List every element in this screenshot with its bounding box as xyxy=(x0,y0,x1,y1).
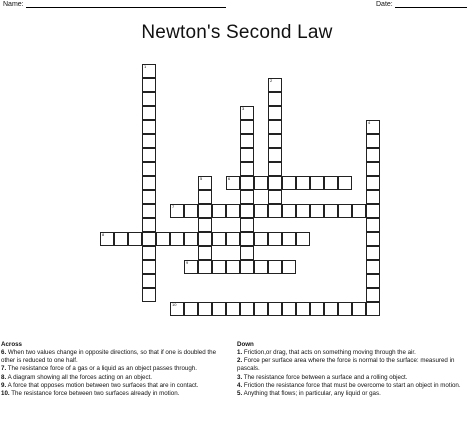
crossword-cell[interactable] xyxy=(282,204,296,218)
crossword-cell[interactable] xyxy=(142,106,156,120)
down-clue xyxy=(237,349,473,357)
crossword-cell[interactable] xyxy=(268,302,282,316)
crossword-cell[interactable] xyxy=(240,302,254,316)
clue-text: The resistance force between two surfaces already in motion. xyxy=(11,389,180,397)
crossword-cell[interactable] xyxy=(226,232,240,246)
crossword-cell[interactable] xyxy=(142,92,156,106)
crossword-cell[interactable] xyxy=(212,204,226,218)
clue-number-label: 2 xyxy=(270,78,273,83)
crossword-cell[interactable] xyxy=(198,218,212,232)
clue-text: Anything that flows; in particular, any liquid or gas. xyxy=(243,389,381,397)
clue-text: Force per surface area where the force is normal to the surface: measured in pascals. xyxy=(237,357,455,373)
clue-number-label: 4 xyxy=(368,120,371,125)
crossword-cell[interactable] xyxy=(366,260,380,274)
crossword-cell[interactable] xyxy=(226,302,240,316)
crossword-cell[interactable] xyxy=(198,246,212,260)
crossword-cell[interactable] xyxy=(366,288,380,302)
date-label: Date: xyxy=(376,1,393,8)
clue-number-label: 6 xyxy=(228,176,231,181)
crossword-cell[interactable] xyxy=(296,232,310,246)
down-heading: Down xyxy=(237,341,254,348)
clue-number: 1. xyxy=(237,349,243,357)
clue-number-label: 5 xyxy=(200,176,203,181)
crossword-cell[interactable] xyxy=(212,302,226,316)
crossword-cell[interactable] xyxy=(254,260,268,274)
crossword-cell[interactable] xyxy=(352,302,366,316)
clue-number: 2. xyxy=(237,357,243,365)
crossword-cell[interactable] xyxy=(212,260,226,274)
crossword-cell[interactable] xyxy=(268,134,282,148)
crossword-cell[interactable] xyxy=(170,232,184,246)
crossword-cell[interactable] xyxy=(142,204,156,218)
crossword-cell[interactable] xyxy=(226,260,240,274)
crossword-cell[interactable] xyxy=(156,232,170,246)
clue-number: 9. xyxy=(1,381,7,389)
crossword-cell[interactable] xyxy=(142,134,156,148)
crossword-cell[interactable] xyxy=(240,120,254,134)
crossword-cell[interactable] xyxy=(240,246,254,260)
across-heading: Across xyxy=(1,341,22,348)
clue-number: 10. xyxy=(1,389,10,397)
crossword-cell[interactable] xyxy=(254,232,268,246)
clue-number-label: 3 xyxy=(242,106,245,111)
crossword-cell[interactable] xyxy=(366,246,380,260)
crossword-cell[interactable] xyxy=(366,190,380,204)
crossword-cell[interactable] xyxy=(268,176,282,190)
crossword-cell[interactable] xyxy=(142,218,156,232)
crossword-cell[interactable] xyxy=(142,176,156,190)
crossword-cell[interactable] xyxy=(366,232,380,246)
crossword-cell[interactable] xyxy=(310,302,324,316)
crossword-cell[interactable] xyxy=(212,232,226,246)
crossword-cell[interactable] xyxy=(310,204,324,218)
clue-number: 8. xyxy=(1,373,7,381)
crossword-cell[interactable] xyxy=(240,190,254,204)
crossword-cell[interactable] xyxy=(268,190,282,204)
crossword-cell[interactable] xyxy=(366,176,380,190)
crossword-cell[interactable] xyxy=(366,204,380,218)
clue-text: The resistance force of a gas or a liquid as an object passes through. xyxy=(7,365,197,373)
crossword-cell[interactable] xyxy=(282,232,296,246)
crossword-cell[interactable] xyxy=(268,120,282,134)
crossword-cell[interactable] xyxy=(240,148,254,162)
crossword-cell[interactable] xyxy=(310,176,324,190)
date-underline[interactable] xyxy=(395,1,467,8)
clue-text: The resistance force between a surface and a rolling object. xyxy=(243,373,408,381)
clue-text: Friction,or drag, that acts on something moving through the air. xyxy=(243,349,416,357)
crossword-cell[interactable] xyxy=(170,204,184,218)
clue-number-label: 9 xyxy=(186,260,189,265)
crossword-cell[interactable] xyxy=(226,176,240,190)
across-clue xyxy=(1,390,227,398)
clue-text: A force that opposes motion between two surfaces that are in contact. xyxy=(7,381,199,389)
clue-number-label: 1 xyxy=(144,64,147,69)
crossword-cell[interactable] xyxy=(366,120,380,134)
down-clue xyxy=(237,390,473,398)
crossword-cell[interactable] xyxy=(240,134,254,148)
crossword-cell[interactable] xyxy=(128,232,142,246)
clue-number: 5. xyxy=(237,389,243,397)
crossword-cell[interactable] xyxy=(296,204,310,218)
crossword-cell[interactable] xyxy=(142,274,156,288)
crossword-cell[interactable] xyxy=(170,302,184,316)
crossword-cell[interactable] xyxy=(198,302,212,316)
crossword-cell[interactable] xyxy=(268,204,282,218)
crossword-cell[interactable] xyxy=(198,260,212,274)
crossword-cell[interactable] xyxy=(240,260,254,274)
crossword-cell[interactable] xyxy=(268,78,282,92)
clue-text: When two values change in opposite directions, so that if one is doubled the other is reduced to one half. xyxy=(1,349,217,365)
crossword-cell[interactable] xyxy=(240,176,254,190)
crossword-cell[interactable] xyxy=(254,302,268,316)
crossword-cell[interactable] xyxy=(268,232,282,246)
crossword-cell[interactable] xyxy=(268,260,282,274)
crossword-cell[interactable] xyxy=(184,260,198,274)
crossword-cell[interactable] xyxy=(254,204,268,218)
crossword-cell[interactable] xyxy=(268,92,282,106)
date-field[interactable] xyxy=(376,1,467,8)
crossword-cell[interactable] xyxy=(198,232,212,246)
crossword-cell[interactable] xyxy=(324,176,338,190)
crossword-cell[interactable] xyxy=(114,232,128,246)
down-clue xyxy=(237,357,473,373)
crossword-cell[interactable] xyxy=(142,148,156,162)
down-clues xyxy=(237,341,473,398)
name-label: Name: xyxy=(3,1,24,8)
crossword-cell[interactable] xyxy=(142,232,156,246)
crossword-cell[interactable] xyxy=(142,162,156,176)
crossword-cell[interactable] xyxy=(142,120,156,134)
clue-number-label: 8 xyxy=(102,232,105,237)
crossword-cell[interactable] xyxy=(184,204,198,218)
crossword-cell[interactable] xyxy=(254,176,268,190)
clue-number: 4. xyxy=(237,381,243,389)
crossword-cell[interactable] xyxy=(198,204,212,218)
crossword-cell[interactable] xyxy=(366,274,380,288)
crossword-cell[interactable] xyxy=(184,302,198,316)
crossword-cell[interactable] xyxy=(282,176,296,190)
crossword-cell[interactable] xyxy=(240,204,254,218)
crossword-cell[interactable] xyxy=(240,106,254,120)
clue-number-label: 7 xyxy=(172,204,175,209)
crossword-cell[interactable] xyxy=(366,302,380,316)
crossword-cell[interactable] xyxy=(338,176,352,190)
crossword-cell[interactable] xyxy=(366,134,380,148)
crossword-cell[interactable] xyxy=(282,260,296,274)
crossword-cell[interactable] xyxy=(296,302,310,316)
crossword-cell[interactable] xyxy=(240,162,254,176)
name-underline[interactable] xyxy=(26,1,226,8)
crossword-cell[interactable] xyxy=(366,162,380,176)
crossword-cell[interactable] xyxy=(324,204,338,218)
crossword-cell[interactable] xyxy=(268,162,282,176)
crossword-cell[interactable] xyxy=(142,260,156,274)
crossword-cell[interactable] xyxy=(352,204,366,218)
crossword-cell[interactable] xyxy=(338,302,352,316)
crossword-cell[interactable] xyxy=(296,176,310,190)
crossword-cell[interactable] xyxy=(198,190,212,204)
across-clue xyxy=(1,374,227,382)
down-clue xyxy=(237,374,473,382)
crossword-cell[interactable] xyxy=(338,204,352,218)
crossword-cell[interactable] xyxy=(268,106,282,120)
across-clue xyxy=(1,382,227,390)
clue-number: 3. xyxy=(237,373,243,381)
name-field[interactable] xyxy=(3,1,226,8)
crossword-cell[interactable] xyxy=(366,148,380,162)
clue-number: 6. xyxy=(1,349,7,357)
across-clue xyxy=(1,349,227,365)
crossword-cell[interactable] xyxy=(240,218,254,232)
page-title: Newton's Second Law xyxy=(141,22,333,43)
crossword-cell[interactable] xyxy=(142,78,156,92)
clue-text: Friction the resistance force that must be overcome to start an object in motion. xyxy=(243,381,461,389)
crossword-cell[interactable] xyxy=(142,246,156,260)
crossword-cell[interactable] xyxy=(100,232,114,246)
clue-number: 7. xyxy=(1,365,7,373)
crossword-cell[interactable] xyxy=(142,64,156,78)
crossword-cell[interactable] xyxy=(268,148,282,162)
crossword-cell[interactable] xyxy=(240,232,254,246)
crossword-cell[interactable] xyxy=(366,218,380,232)
crossword-cell[interactable] xyxy=(324,302,338,316)
crossword-cell[interactable] xyxy=(142,288,156,302)
down-clue xyxy=(237,382,473,390)
clue-number-label: 10 xyxy=(172,302,177,307)
crossword-cell[interactable] xyxy=(282,302,296,316)
across-clue xyxy=(1,365,227,373)
clue-text: A diagram showing all the forces acting on an object. xyxy=(7,373,153,381)
crossword-cell[interactable] xyxy=(142,190,156,204)
crossword-cell[interactable] xyxy=(198,176,212,190)
crossword-cell[interactable] xyxy=(184,232,198,246)
crossword-cell[interactable] xyxy=(226,204,240,218)
across-clues xyxy=(1,341,227,398)
